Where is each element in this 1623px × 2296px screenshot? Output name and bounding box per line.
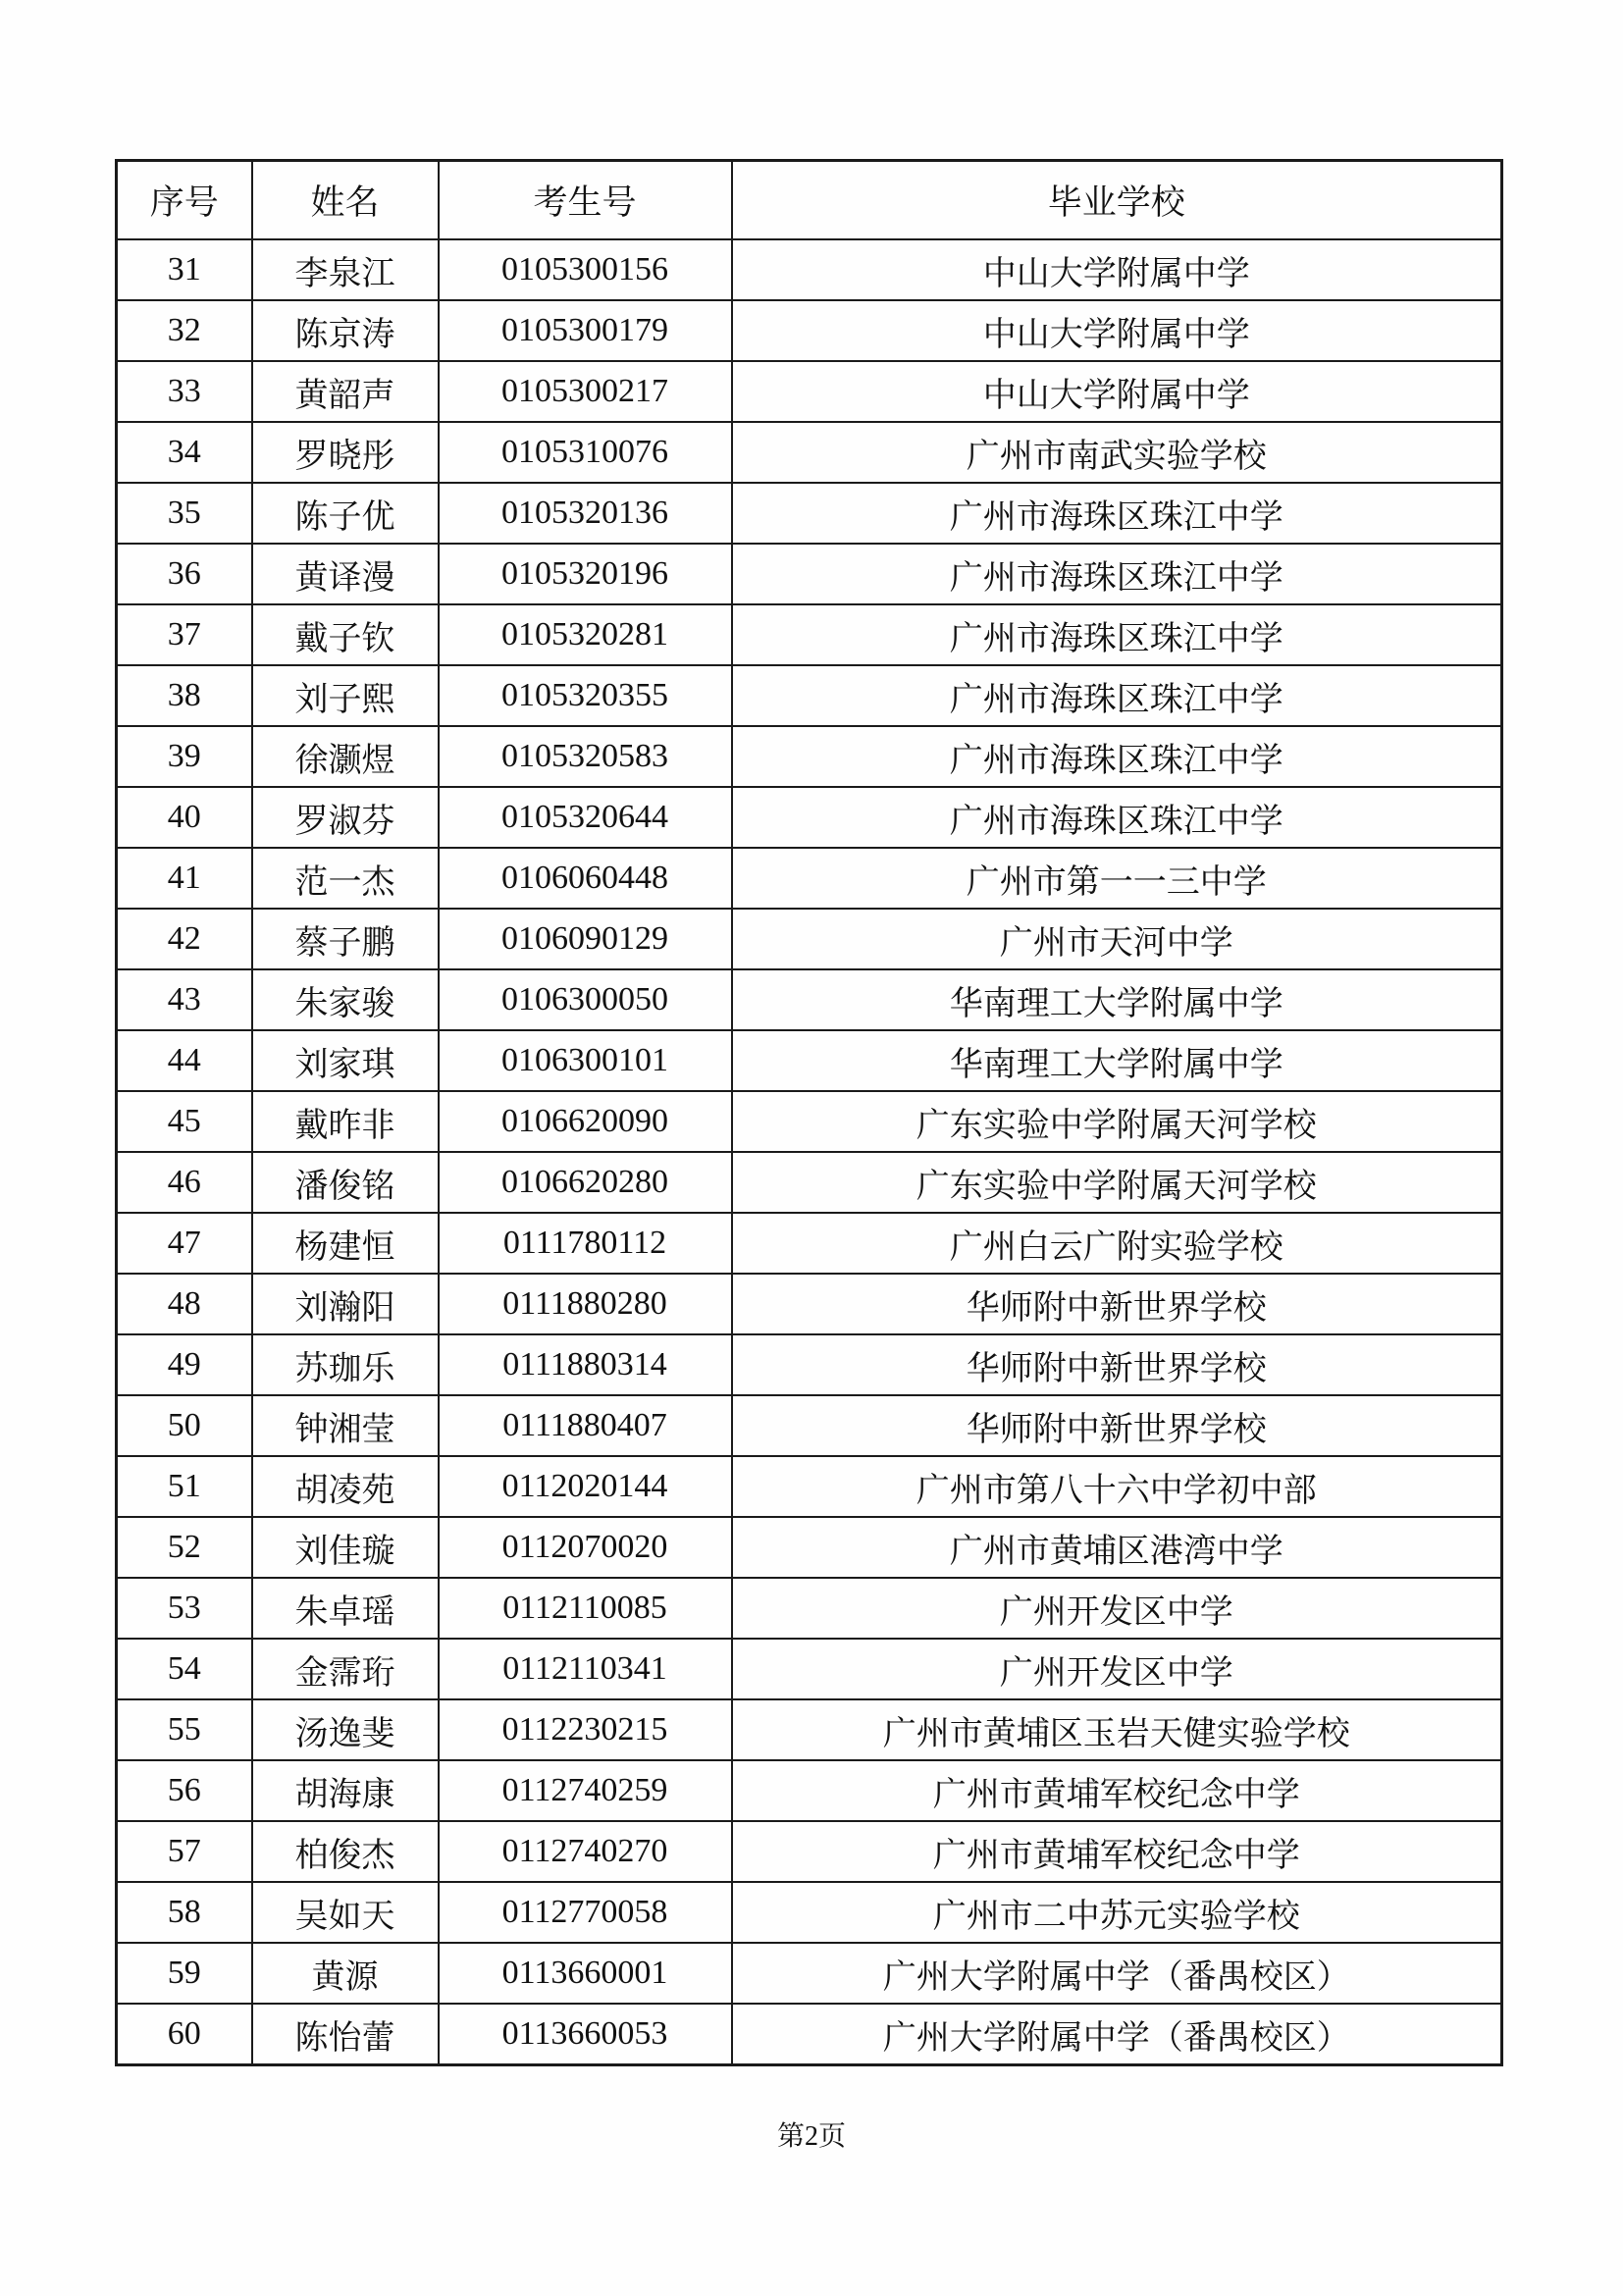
cell-name: 戴昨非 [252, 1091, 439, 1152]
cell-candidate-number: 0105300179 [439, 300, 732, 361]
table-row [117, 1091, 1502, 1152]
cell-graduation-school: 华南理工大学附属中学 [732, 1030, 1502, 1091]
cell-candidate-number: 0106620090 [439, 1091, 732, 1152]
cell-name: 吴如天 [252, 1882, 439, 1943]
cell-candidate-number: 0105300217 [439, 361, 732, 422]
cell-graduation-school: 广东实验中学附属天河学校 [732, 1152, 1502, 1213]
cell-candidate-number: 0105300156 [439, 239, 732, 300]
cell-candidate-number: 0105320644 [439, 787, 732, 848]
cell-graduation-school: 中山大学附属中学 [732, 239, 1502, 300]
cell-graduation-school: 华南理工大学附属中学 [732, 969, 1502, 1030]
cell-name: 陈子优 [252, 483, 439, 544]
cell-serial-number: 49 [117, 1334, 252, 1395]
cell-serial-number: 51 [117, 1456, 252, 1517]
cell-serial-number: 44 [117, 1030, 252, 1091]
cell-name: 胡凌苑 [252, 1456, 439, 1517]
cell-graduation-school: 广州市海珠区珠江中学 [732, 665, 1502, 726]
cell-name: 李泉江 [252, 239, 439, 300]
cell-candidate-number: 0105310076 [439, 422, 732, 483]
table-row [117, 239, 1502, 300]
cell-serial-number: 31 [117, 239, 252, 300]
cell-candidate-number: 0106090129 [439, 909, 732, 969]
cell-candidate-number: 0105320196 [439, 544, 732, 604]
cell-name: 柏俊杰 [252, 1821, 439, 1882]
table-row [117, 1456, 1502, 1517]
cell-serial-number: 56 [117, 1760, 252, 1821]
cell-graduation-school: 广州开发区中学 [732, 1578, 1502, 1639]
cell-candidate-number: 0112110341 [439, 1639, 732, 1699]
table-row [117, 1274, 1502, 1334]
cell-name: 刘瀚阳 [252, 1274, 439, 1334]
cell-serial-number: 48 [117, 1274, 252, 1334]
cell-name: 朱家骏 [252, 969, 439, 1030]
table-row [117, 2004, 1502, 2065]
cell-name: 胡海康 [252, 1760, 439, 1821]
cell-name: 黄源 [252, 1943, 439, 2004]
cell-candidate-number: 0112110085 [439, 1578, 732, 1639]
header-serial-number: 序号 [117, 161, 252, 240]
cell-serial-number: 46 [117, 1152, 252, 1213]
cell-serial-number: 37 [117, 604, 252, 665]
cell-serial-number: 35 [117, 483, 252, 544]
cell-serial-number: 42 [117, 909, 252, 969]
cell-serial-number: 57 [117, 1821, 252, 1882]
cell-name: 范一杰 [252, 848, 439, 909]
cell-graduation-school: 广州市第一一三中学 [732, 848, 1502, 909]
cell-candidate-number: 0111880314 [439, 1334, 732, 1395]
table-body [117, 239, 1502, 2065]
cell-graduation-school: 中山大学附属中学 [732, 300, 1502, 361]
cell-candidate-number: 0112740270 [439, 1821, 732, 1882]
table-row [117, 909, 1502, 969]
table-row [117, 1699, 1502, 1760]
cell-candidate-number: 0105320355 [439, 665, 732, 726]
table-row [117, 422, 1502, 483]
cell-graduation-school: 广州市海珠区珠江中学 [732, 483, 1502, 544]
table-row [117, 300, 1502, 361]
page-number: 第2页 [776, 2121, 846, 2152]
cell-serial-number: 45 [117, 1091, 252, 1152]
cell-serial-number: 39 [117, 726, 252, 787]
cell-candidate-number: 0105320583 [439, 726, 732, 787]
cell-graduation-school: 广州市海珠区珠江中学 [732, 787, 1502, 848]
cell-name: 杨建恒 [252, 1213, 439, 1274]
cell-serial-number: 60 [117, 2004, 252, 2065]
cell-candidate-number: 0112070020 [439, 1517, 732, 1578]
cell-name: 金霈珩 [252, 1639, 439, 1699]
cell-graduation-school: 华师附中新世界学校 [732, 1334, 1502, 1395]
cell-serial-number: 52 [117, 1517, 252, 1578]
cell-candidate-number: 0105320136 [439, 483, 732, 544]
cell-graduation-school: 广州开发区中学 [732, 1639, 1502, 1699]
cell-name: 陈怡蕾 [252, 2004, 439, 2065]
cell-name: 黄韶声 [252, 361, 439, 422]
cell-graduation-school: 广东实验中学附属天河学校 [732, 1091, 1502, 1152]
header-name: 姓名 [252, 161, 439, 240]
cell-serial-number: 47 [117, 1213, 252, 1274]
cell-graduation-school: 华师附中新世界学校 [732, 1395, 1502, 1456]
cell-candidate-number: 0106060448 [439, 848, 732, 909]
cell-graduation-school: 广州市南武实验学校 [732, 422, 1502, 483]
cell-graduation-school: 广州市海珠区珠江中学 [732, 604, 1502, 665]
cell-graduation-school: 广州市第八十六中学初中部 [732, 1456, 1502, 1517]
table-row [117, 1517, 1502, 1578]
table-row [117, 1578, 1502, 1639]
cell-graduation-school: 广州大学附属中学（番禺校区） [732, 1943, 1502, 2004]
cell-name: 黄译漫 [252, 544, 439, 604]
cell-name: 刘子熙 [252, 665, 439, 726]
cell-name: 戴子钦 [252, 604, 439, 665]
cell-name: 汤逸斐 [252, 1699, 439, 1760]
table-row [117, 1395, 1502, 1456]
cell-candidate-number: 0112020144 [439, 1456, 732, 1517]
table-row [117, 726, 1502, 787]
cell-candidate-number: 0113660001 [439, 1943, 732, 2004]
cell-candidate-number: 0106300050 [439, 969, 732, 1030]
cell-name: 徐灏煜 [252, 726, 439, 787]
cell-graduation-school: 广州市黄埔区玉岩天健实验学校 [732, 1699, 1502, 1760]
cell-name: 蔡子鹏 [252, 909, 439, 969]
cell-graduation-school: 广州白云广附实验学校 [732, 1213, 1502, 1274]
cell-serial-number: 43 [117, 969, 252, 1030]
cell-name: 罗晓彤 [252, 422, 439, 483]
cell-graduation-school: 广州市黄埔军校纪念中学 [732, 1760, 1502, 1821]
cell-candidate-number: 0105320281 [439, 604, 732, 665]
cell-name: 刘家琪 [252, 1030, 439, 1091]
cell-graduation-school: 华师附中新世界学校 [732, 1274, 1502, 1334]
cell-name: 罗淑芬 [252, 787, 439, 848]
cell-candidate-number: 0113660053 [439, 2004, 732, 2065]
table-row [117, 361, 1502, 422]
cell-serial-number: 40 [117, 787, 252, 848]
cell-candidate-number: 0106300101 [439, 1030, 732, 1091]
table-row [117, 1334, 1502, 1395]
cell-serial-number: 33 [117, 361, 252, 422]
table-row [117, 665, 1502, 726]
cell-serial-number: 41 [117, 848, 252, 909]
table-row [117, 1821, 1502, 1882]
cell-serial-number: 54 [117, 1639, 252, 1699]
table-row [117, 1152, 1502, 1213]
cell-serial-number: 38 [117, 665, 252, 726]
cell-graduation-school: 广州市天河中学 [732, 909, 1502, 969]
table-header-row [117, 161, 1502, 240]
cell-serial-number: 50 [117, 1395, 252, 1456]
cell-serial-number: 58 [117, 1882, 252, 1943]
cell-candidate-number: 0111780112 [439, 1213, 732, 1274]
cell-name: 钟湘莹 [252, 1395, 439, 1456]
cell-candidate-number: 0106620280 [439, 1152, 732, 1213]
table-row [117, 787, 1502, 848]
table-row [117, 483, 1502, 544]
cell-graduation-school: 中山大学附属中学 [732, 361, 1502, 422]
admission-roster-table [115, 159, 1503, 2066]
cell-serial-number: 55 [117, 1699, 252, 1760]
cell-name: 潘俊铭 [252, 1152, 439, 1213]
table-row [117, 1760, 1502, 1821]
cell-serial-number: 34 [117, 422, 252, 483]
header-candidate-number: 考生号 [439, 161, 732, 240]
table-row [117, 1030, 1502, 1091]
cell-name: 陈京涛 [252, 300, 439, 361]
cell-serial-number: 32 [117, 300, 252, 361]
cell-candidate-number: 0112740259 [439, 1760, 732, 1821]
cell-graduation-school: 广州市黄埔军校纪念中学 [732, 1821, 1502, 1882]
cell-name: 朱卓瑶 [252, 1578, 439, 1639]
table-row [117, 848, 1502, 909]
table-row [117, 1639, 1502, 1699]
cell-candidate-number: 0112770058 [439, 1882, 732, 1943]
table-row [117, 604, 1502, 665]
table-row [117, 1943, 1502, 2004]
cell-name: 刘佳璇 [252, 1517, 439, 1578]
header-graduation-school: 毕业学校 [732, 161, 1502, 240]
cell-serial-number: 53 [117, 1578, 252, 1639]
cell-name: 苏珈乐 [252, 1334, 439, 1395]
cell-candidate-number: 0112230215 [439, 1699, 732, 1760]
cell-graduation-school: 广州市海珠区珠江中学 [732, 544, 1502, 604]
table-row [117, 969, 1502, 1030]
cell-candidate-number: 0111880280 [439, 1274, 732, 1334]
table-row [117, 544, 1502, 604]
cell-graduation-school: 广州大学附属中学（番禺校区） [732, 2004, 1502, 2065]
cell-candidate-number: 0111880407 [439, 1395, 732, 1456]
cell-graduation-school: 广州市海珠区珠江中学 [732, 726, 1502, 787]
cell-graduation-school: 广州市黄埔区港湾中学 [732, 1517, 1502, 1578]
cell-graduation-school: 广州市二中苏元实验学校 [732, 1882, 1502, 1943]
cell-serial-number: 36 [117, 544, 252, 604]
table-row [117, 1882, 1502, 1943]
cell-serial-number: 59 [117, 1943, 252, 2004]
table-row [117, 1213, 1502, 1274]
